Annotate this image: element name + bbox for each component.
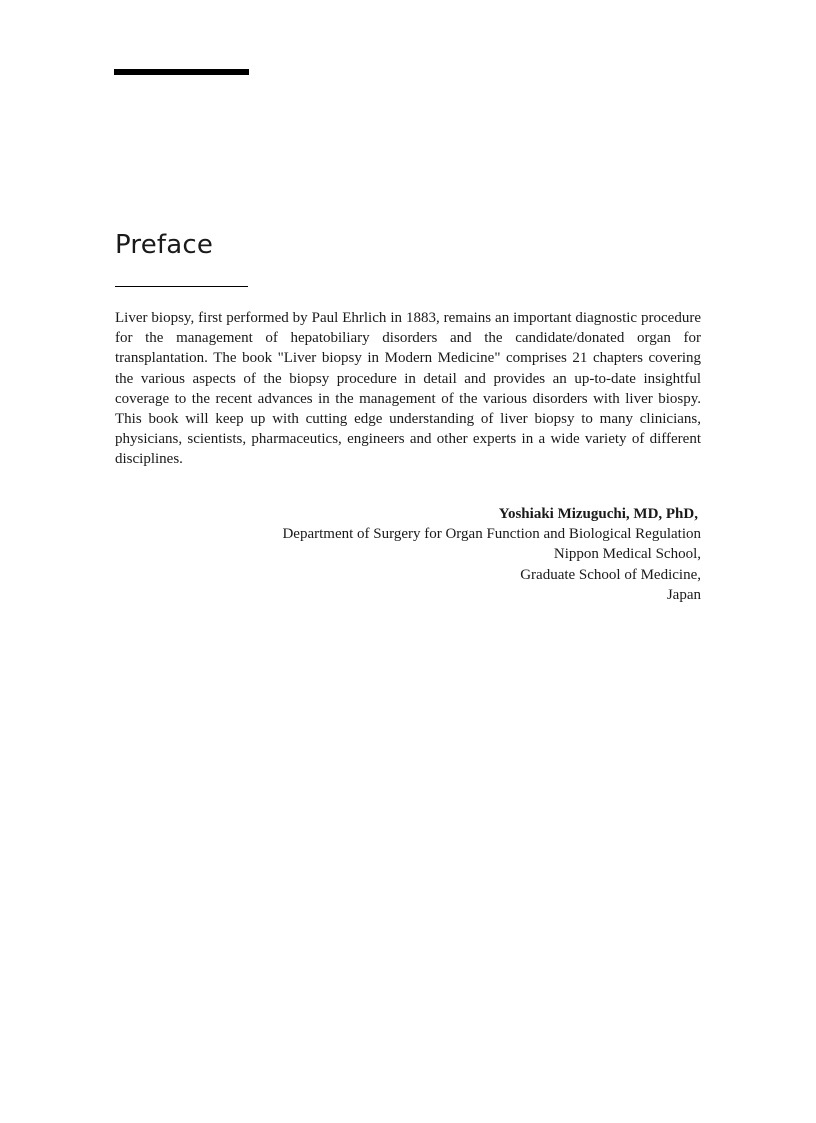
preface-paragraph: Liver biopsy, first performed by Paul Ehrlich in 1883, remains an important diagnostic procedure for the management of hepatobiliary disorders and the candidate/donated organ for transplantation. The book "Liver biopsy in Modern Medicine" comprises 21 chapters covering the various aspects of the biopsy procedure in detail and provides an up-to-date insightful coverage to the recent advances in the management of the various disorders with liver biospy. This book will keep up with cutting edge understanding of liver biopsy to many clinicians, physicians, scientists, pharmaceutics, engineers and other experts in a wide variety of different disciplines. [115, 310, 701, 468]
author-country: Japan [666, 586, 701, 603]
author-signature-block [115, 504, 701, 605]
page-title: Preface [115, 230, 214, 260]
author-department: Department of Surgery for Organ Function and Biological Regulation [282, 526, 701, 543]
heading-underline [115, 286, 248, 287]
author-name: Yoshiaki Mizuguchi, MD, PhD, [498, 506, 698, 522]
author-graduate-school: Graduate School of Medicine, [520, 566, 701, 583]
top-decorative-rule [114, 69, 249, 75]
author-school: Nippon Medical School, [553, 546, 701, 563]
